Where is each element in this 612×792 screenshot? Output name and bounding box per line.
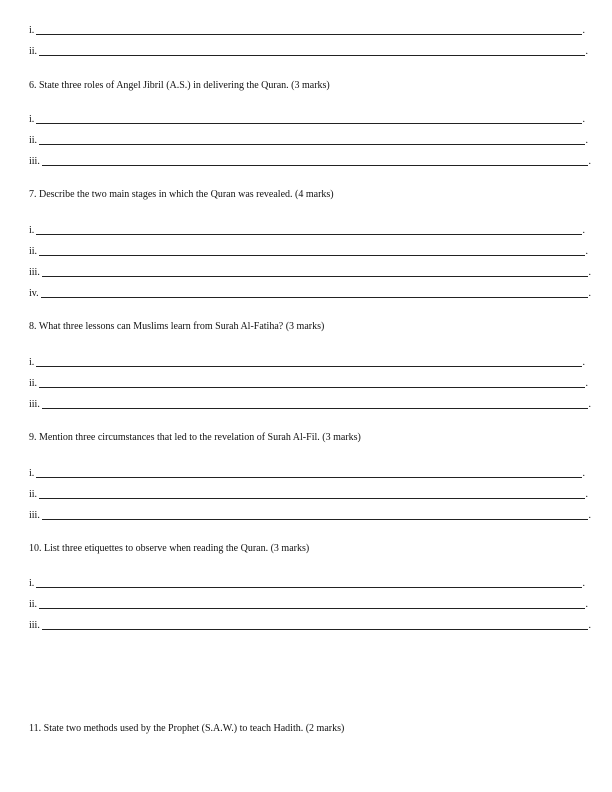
answer-rule	[39, 55, 584, 56]
answer-rule	[42, 519, 588, 520]
question-10: 10. List three etiquettes to observe when reading the Quran. (3 marks)	[29, 543, 310, 554]
line-end: .	[585, 378, 588, 389]
answer-rule	[36, 34, 581, 35]
line-end: .	[585, 246, 588, 257]
line-label: i.	[29, 468, 35, 479]
answer-line[interactable]	[29, 396, 591, 410]
answer-rule	[42, 629, 588, 630]
answer-rule	[41, 297, 588, 298]
answer-rule	[36, 234, 581, 235]
line-label: iii.	[29, 620, 40, 631]
line-end: .	[585, 46, 588, 57]
question-9: 9. Mention three circumstances that led to the revelation of Surah Al-Fil. (3 marks)	[29, 432, 361, 443]
line-end: .	[588, 288, 591, 299]
line-end: .	[588, 156, 591, 167]
answer-rule	[39, 144, 584, 145]
line-label: ii.	[29, 378, 38, 389]
line-label: iv.	[29, 288, 39, 299]
line-end: .	[585, 135, 588, 146]
line-label: i.	[29, 225, 35, 236]
answer-rule	[42, 276, 588, 277]
line-label: ii.	[29, 46, 38, 57]
question-8: 8. What three lessons can Muslims learn from Surah Al-Fatiha? (3 marks)	[29, 321, 325, 332]
line-label: i.	[29, 357, 35, 368]
answer-rule	[36, 587, 581, 588]
answer-line[interactable]	[29, 222, 585, 236]
line-end: .	[582, 468, 585, 479]
answer-rule	[42, 165, 588, 166]
line-end: .	[585, 489, 588, 500]
answer-rule	[42, 408, 588, 409]
line-label: iii.	[29, 156, 40, 167]
line-end: .	[582, 25, 585, 36]
answer-rule	[39, 255, 584, 256]
answer-line[interactable]	[29, 486, 588, 500]
answer-line[interactable]	[29, 132, 588, 146]
answer-line[interactable]	[29, 43, 588, 57]
answer-rule	[39, 387, 584, 388]
answer-rule	[36, 123, 581, 124]
question-11: 11. State two methods used by the Prophet (S.A.W.) to teach Hadith. (2 marks)	[29, 723, 345, 734]
line-label: ii.	[29, 599, 38, 610]
answer-rule	[36, 477, 581, 478]
line-end: .	[588, 399, 591, 410]
answer-line[interactable]	[29, 111, 585, 125]
line-label: ii.	[29, 246, 38, 257]
answer-line[interactable]	[29, 264, 591, 278]
answer-line[interactable]	[29, 596, 588, 610]
line-label: iii.	[29, 399, 40, 410]
line-end: .	[582, 357, 585, 368]
line-end: .	[588, 510, 591, 521]
answer-line[interactable]	[29, 465, 585, 479]
line-end: .	[582, 225, 585, 236]
question-6: 6. State three roles of Angel Jibril (A.S.) in delivering the Quran. (3 marks)	[29, 80, 330, 91]
answer-line[interactable]	[29, 507, 591, 521]
question-7: 7. Describe the two main stages in which the Quran was revealed. (4 marks)	[29, 189, 334, 200]
answer-line[interactable]	[29, 285, 591, 299]
line-label: iii.	[29, 510, 40, 521]
line-end: .	[585, 599, 588, 610]
answer-line[interactable]	[29, 354, 585, 368]
line-end: .	[588, 267, 591, 278]
answer-line[interactable]	[29, 575, 585, 589]
answer-rule	[36, 366, 581, 367]
line-label: i.	[29, 114, 35, 125]
answer-rule	[39, 498, 584, 499]
line-end: .	[582, 578, 585, 589]
answer-line[interactable]	[29, 243, 588, 257]
answer-line[interactable]	[29, 22, 585, 36]
line-label: i.	[29, 578, 35, 589]
answer-rule	[39, 608, 584, 609]
answer-line[interactable]	[29, 617, 591, 631]
line-label: i.	[29, 25, 35, 36]
line-label: ii.	[29, 135, 38, 146]
line-label: ii.	[29, 489, 38, 500]
answer-line[interactable]	[29, 153, 591, 167]
answer-line[interactable]	[29, 375, 588, 389]
line-end: .	[588, 620, 591, 631]
line-label: iii.	[29, 267, 40, 278]
line-end: .	[582, 114, 585, 125]
